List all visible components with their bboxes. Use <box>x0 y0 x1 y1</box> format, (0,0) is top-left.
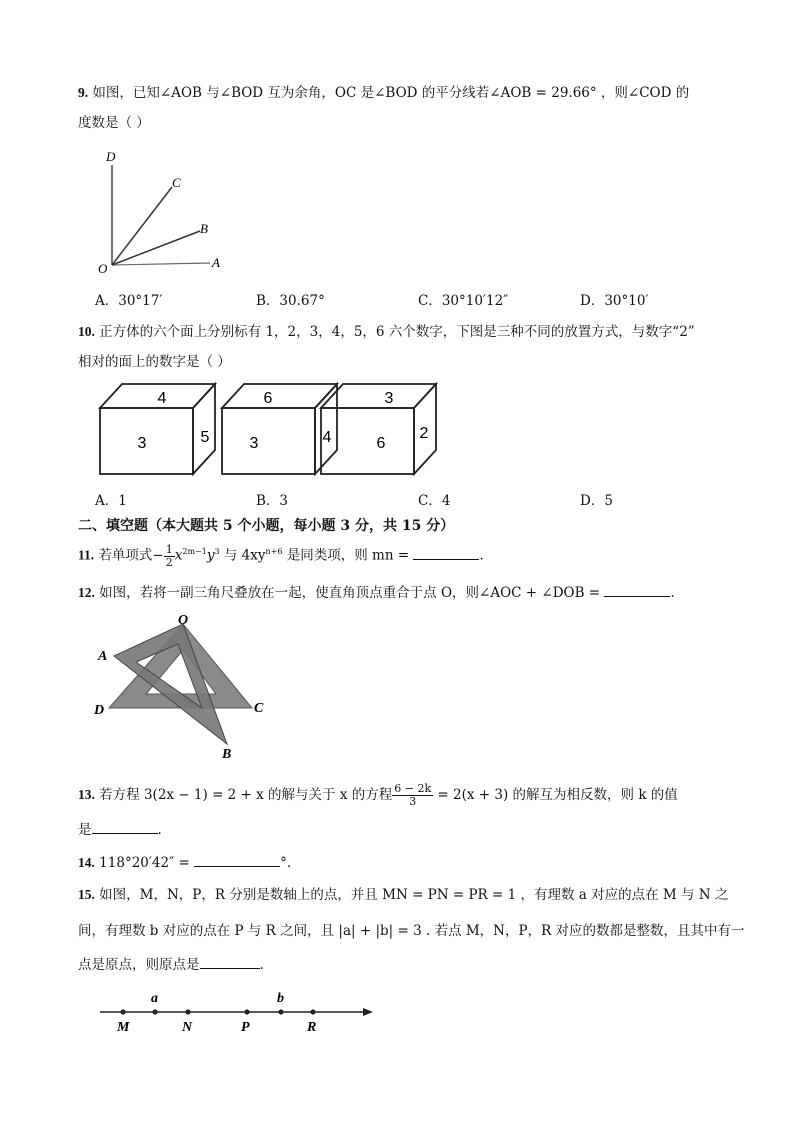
q12-label-b: B <box>222 747 232 760</box>
q11-pre: 若单项式− <box>98 547 164 564</box>
q14-line: 14. 118°20′42″ = °. <box>78 855 292 871</box>
q15-label-a: a <box>151 991 158 1006</box>
q9-choice-c: C．30°10′12″ <box>418 293 509 309</box>
q13-number: 13. <box>78 787 95 802</box>
section-2-title: 二、填空题（本大题共 5 个小题，每小题 3 分，共 15 分） <box>78 518 455 534</box>
q10-line2: 相对的面上的数字是（ ） <box>78 354 231 370</box>
q12-answer-blank[interactable] <box>604 583 670 597</box>
cube-2-side: 4 <box>322 429 332 446</box>
cube-2-top: 6 <box>263 390 273 407</box>
q12-label-d: D <box>94 703 105 718</box>
q15-number-line <box>95 985 380 1035</box>
q12-number: 12. <box>78 585 95 600</box>
q9-choice-d: D．30°10′ <box>580 293 649 309</box>
q13-fraction: $\frac{6 - 2k}{3}$ <box>394 782 432 808</box>
q14-text: 118°20′42″ = <box>99 855 195 871</box>
q9-label-a: A <box>212 255 220 270</box>
q11-number: 11. <box>78 547 95 563</box>
q15-line2: 间，有理数 b 对应的点在 P 与 R 之间，且 |a| + |b| = 3 . 若点 M，N，P，R 对应的数都是整数，且其中有一 <box>78 923 745 939</box>
q15-number: 15. <box>78 887 95 902</box>
q15-line3: 点是原点，则原点是 . <box>78 957 264 973</box>
q11-answer-blank[interactable] <box>413 546 479 560</box>
q13-line2: 是 . <box>78 822 162 838</box>
q10-text-line1: 正方体的六个面上分别标有 1，2，3，4，5，6 六个数字，下图是三种不同的放置方式，与数字“2” <box>99 324 695 340</box>
q9-choice-a: A．30°17′ <box>95 293 163 309</box>
cube-1-front: 3 <box>137 435 147 452</box>
q10-choice-d: D．5 <box>580 493 613 509</box>
q12-line: 12. 如图，若将一副三角尺叠放在一起，使直角顶点重合于点 O，则∠AOC + ∠DOB = . <box>78 585 675 601</box>
q12-triangles-figure <box>90 612 275 760</box>
q10-number: 10. <box>78 324 95 339</box>
q11-fraction: $\frac{1}{2}$ <box>165 542 173 569</box>
q10-cubes-figure <box>95 378 455 478</box>
q12-label-o: O <box>178 613 189 628</box>
q9-label-b: B <box>200 221 208 236</box>
cube-1-top: 4 <box>157 390 167 407</box>
q15-text-line1: 如图，M，N，P，R 分别是数轴上的点，并且 MN = PN = PR = 1 ，有理数 a 对应的点在 M 与 N 之 <box>99 887 729 903</box>
q9-angle-figure <box>92 145 232 275</box>
cube-1-side: 5 <box>200 429 210 446</box>
q15-label-m: M <box>117 1020 130 1035</box>
cube-3-front: 6 <box>376 435 386 452</box>
cube-3-top: 3 <box>384 390 394 407</box>
q9-label-d: D <box>106 149 116 164</box>
q9-label-o: O <box>98 261 108 275</box>
q13-answer-blank[interactable] <box>92 820 158 834</box>
q15-label-r: R <box>307 1020 317 1035</box>
q15-label-n: N <box>182 1020 193 1035</box>
cube-2 <box>222 384 337 474</box>
q12-label-a: A <box>98 649 108 664</box>
q9-text-line1: 如图，已知∠AOB 与∠BOD 互为余角，OC 是∠BOD 的平分线若∠AOB = 29.66° ，则∠COD 的 <box>92 85 690 101</box>
q9-line2: 度数是（ ） <box>78 115 150 131</box>
q9-line1 <box>78 84 689 102</box>
cube-1 <box>100 384 215 474</box>
q14-answer-blank[interactable] <box>194 853 280 867</box>
q15-line1 <box>78 886 728 904</box>
cube-3-side: 2 <box>419 425 429 442</box>
q14-number: 14. <box>78 855 95 870</box>
cube-2-front: 3 <box>249 435 259 452</box>
q15-answer-blank[interactable] <box>200 955 260 969</box>
q9-choice-b: B．30.67° <box>256 293 325 309</box>
q10-choice-b: B．3 <box>256 493 289 509</box>
q9-label-c: C <box>172 175 181 190</box>
q9-number: 9. <box>78 85 89 100</box>
q13-post: = 2(x + 3) 的解互为相反数，则 k 的值 <box>433 787 678 803</box>
q11-line: 11. 若单项式− $\frac{1}{2}$ $x^{2m-1}y^3$ 与 $4xy^{n+6}$ 是同类项，则 mn = . <box>78 542 484 569</box>
q13-line1 <box>78 783 678 808</box>
q10-choice-a: A．1 <box>95 493 127 509</box>
q13-pre: 若方程 3(2x − 1) = 2 + x 的解与关于 x 的方程 <box>99 787 393 803</box>
q15-label-p: P <box>241 1020 250 1035</box>
q10-line1 <box>78 323 695 341</box>
q10-choice-c: C．4 <box>418 493 451 509</box>
q12-text: 如图，若将一副三角尺叠放在一起，使直角顶点重合于点 O，则∠AOC + ∠DOB = <box>99 585 605 601</box>
q15-label-b: b <box>277 991 284 1006</box>
q12-label-c: C <box>254 701 264 716</box>
cube-3 <box>321 384 436 474</box>
